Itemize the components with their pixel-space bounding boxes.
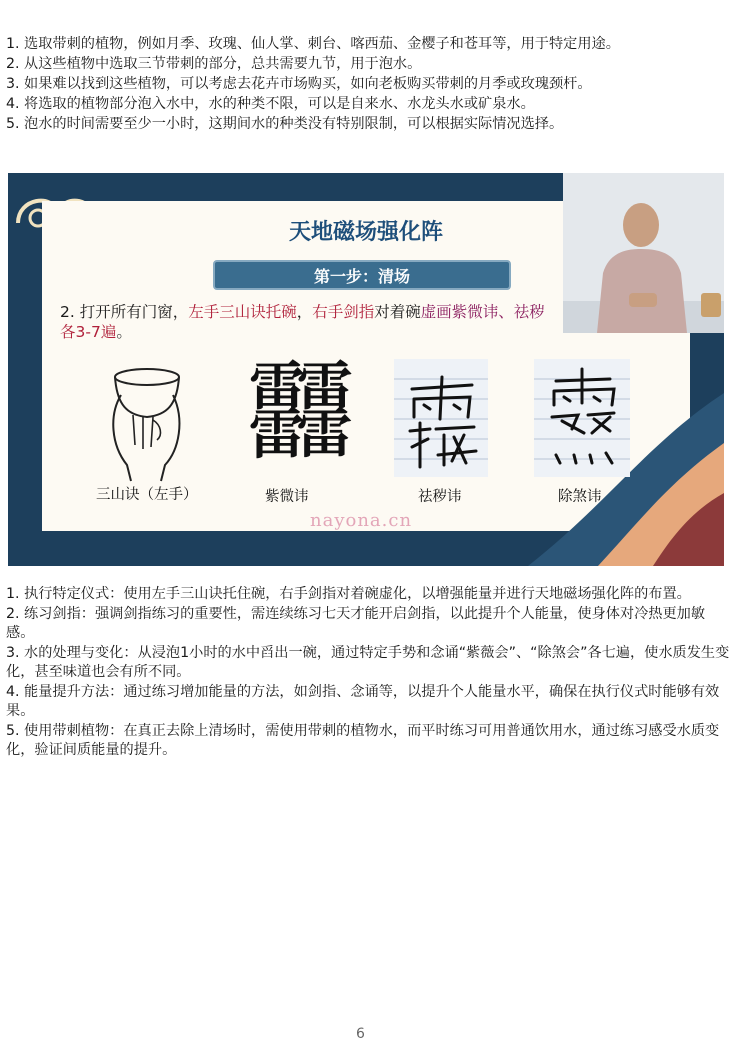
caption-ziwei: 紫微讳	[265, 489, 309, 505]
list-item: 4. 将选取的植物部分泡入水中，水的种类不限，可以是自来水、水龙头水或矿泉水。	[6, 96, 535, 112]
top-instruction-list	[6, 34, 742, 134]
caption-hand: 三山诀（左手）	[96, 487, 198, 503]
watermark: nayona.cn	[310, 510, 413, 531]
step-banner: 第一步：清场	[213, 260, 511, 290]
summary-list	[6, 585, 730, 761]
hand-gesture-illustration	[103, 365, 191, 483]
caption-qushi: 祛秽讳	[418, 489, 462, 505]
list-item: 2. 从这些植物中选取三节带刺的部分，总共需要九节，用于泡水。	[6, 56, 422, 72]
list-item: 3. 如果难以找到这些植物，可以考虑去花卉市场购买，如向老板购买带刺的月季或玫瑰颈杆。	[6, 76, 592, 92]
list-item: 3. 水的处理与变化：从浸泡1小时的水中舀出一碗，通过特定手势和念诵“紫薇会”、“除煞会”各七遍，使水质发生变化，甚至味道也会有所不同。	[6, 644, 730, 680]
list-item: 4. 能量提升方法：通过练习增加能量的方法，如剑指、念诵等，以提升个人能量水平，确保在执行仪式时能够有效果。	[6, 683, 720, 719]
slide-instruction: 2. 打开所有门窗，左手三山诀托碗，右手剑指对着碗虚画紫微讳、祛秽 各3-7遍。	[60, 303, 545, 341]
chusha-talisman-sketch	[534, 359, 630, 477]
ziwei-talisman-glyph: 䨻	[248, 351, 354, 474]
qushi-talisman-sketch	[394, 359, 488, 477]
caption-chusha: 除煞讳	[558, 489, 602, 505]
lecture-slide	[8, 173, 724, 566]
list-item: 2. 练习剑指：强调剑指练习的重要性，需连续练习七天才能开启剑指，以此提升个人能量，使身体对冷热更加敏感。	[6, 605, 706, 641]
page-number: 6	[356, 1026, 365, 1042]
slide-title: 天地磁场强化阵	[288, 220, 443, 245]
list-item: 5. 使用带刺植物：在真正去除上清场时，需使用带刺的植物水，而平时练习可用普通饮用水，通过练习感受水质变化，验证间质能量的提升。	[6, 722, 720, 758]
presenter-figure	[563, 173, 724, 333]
list-item: 5. 泡水的时间需要至少一小时，这期间水的种类没有特别限制，可以根据实际情况选择。	[6, 116, 564, 132]
presenter-video-inset	[563, 173, 724, 333]
list-item: 1. 选取带刺的植物，例如月季、玫瑰、仙人掌、刺台、喀西茄、金樱子和苍耳等，用于特定用途。	[6, 36, 620, 52]
list-item: 1. 执行特定仪式：使用左手三山诀托住碗，右手剑指对着碗虚化，以增强能量并进行天地磁场强化阵的布置。	[6, 586, 691, 602]
